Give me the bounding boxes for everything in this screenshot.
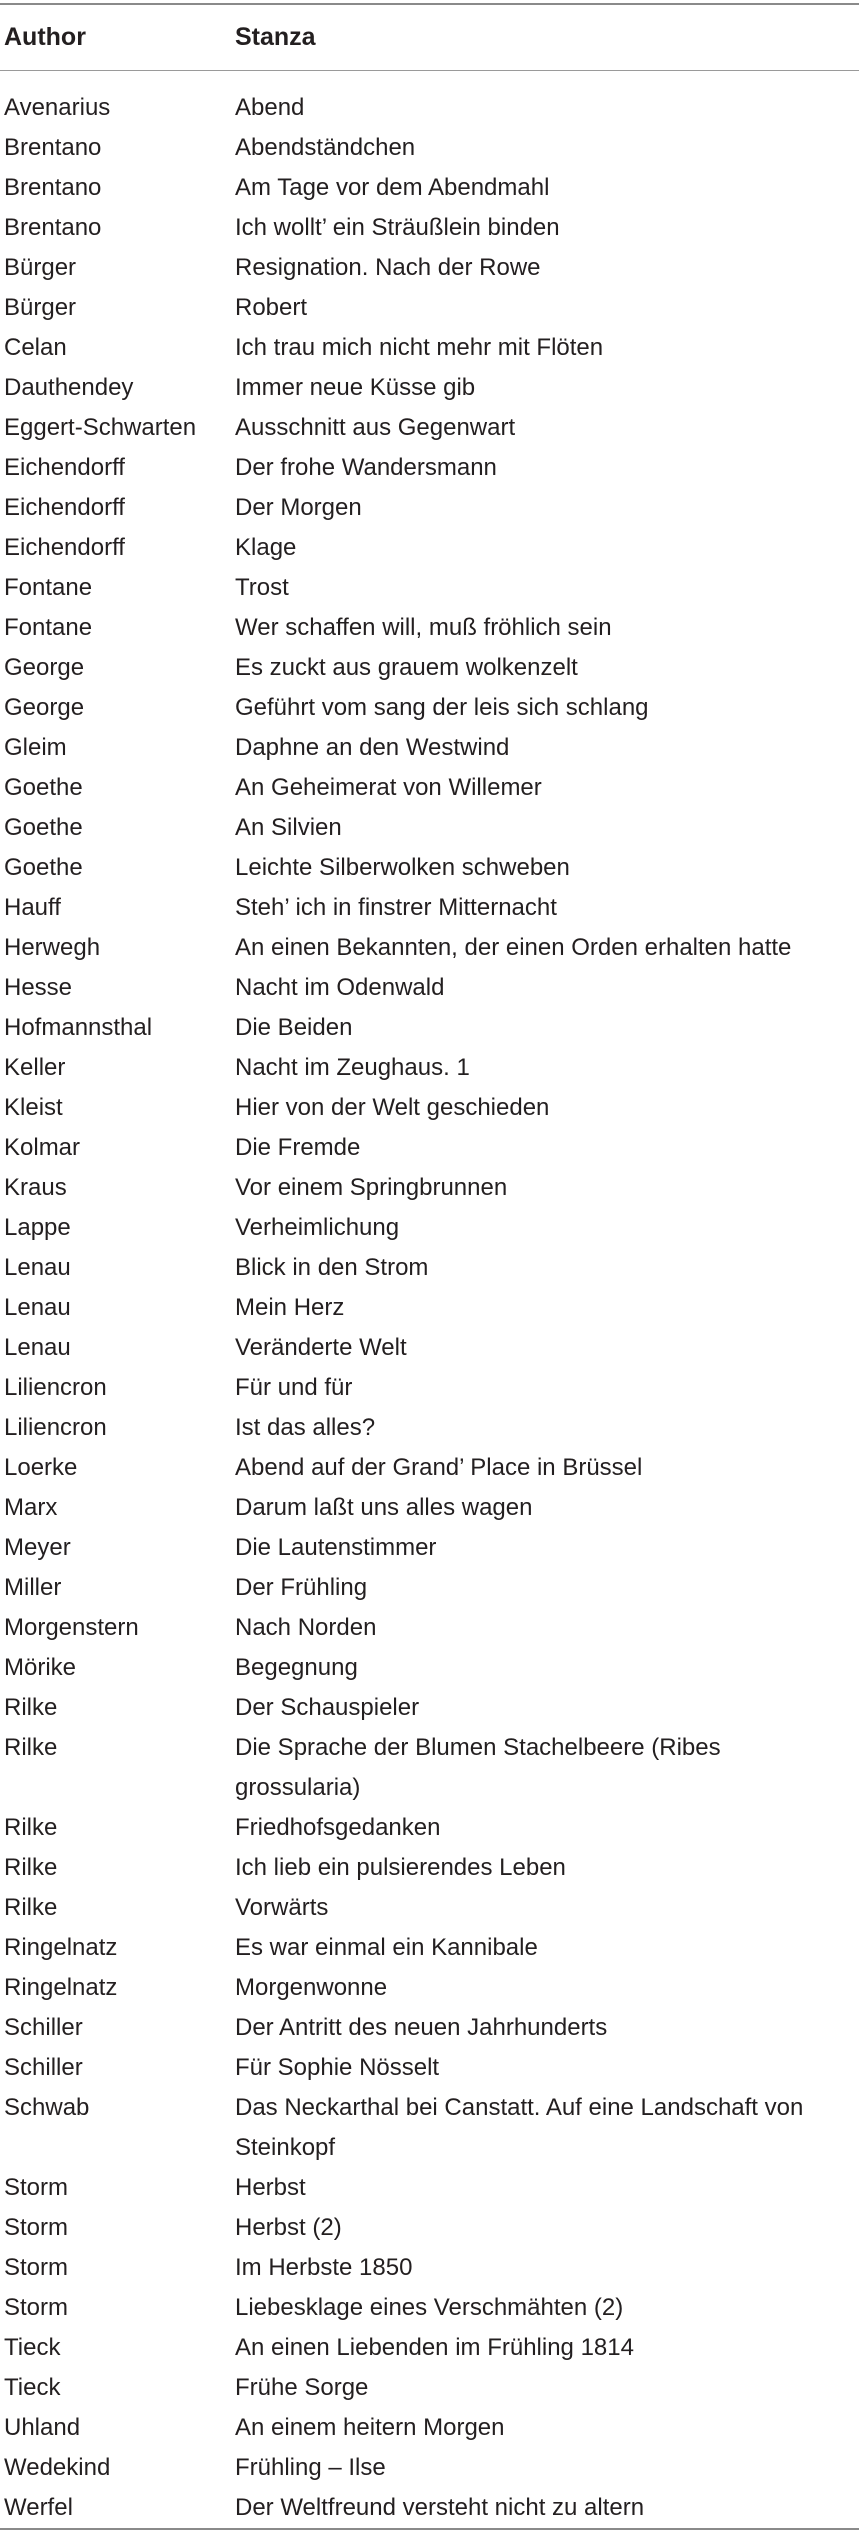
table-row [0,2448,859,2488]
author-cell: Lenau [4,1254,71,1281]
author-cell: Kraus [4,1174,67,1201]
table-row [0,128,859,168]
table-row [0,88,859,128]
stanza-cell: Nacht im Zeughaus. 1 [235,1054,470,1081]
stanza-cell: Wer schaffen will, muß fröhlich sein [235,614,612,641]
author-cell: Lenau [4,1334,71,1361]
stanza-cell: Darum laßt uns alles wagen [235,1494,533,1521]
stanza-cell: Frühling – Ilse [235,2454,386,2481]
author-cell: Brentano [4,134,102,161]
stanza-cell: Ich wollt’ ein Sträußlein binden [235,214,560,241]
table-row [0,2488,859,2528]
table-row [0,848,859,888]
table-row [0,1648,859,1688]
author-cell: Wedekind [4,2454,111,2481]
stanza-cell: Abendständchen [235,134,416,161]
table-row [0,2328,859,2368]
author-cell: Ringelnatz [4,1934,118,1961]
stanza-cell: Für Sophie Nösselt [235,2054,440,2081]
author-cell: Loerke [4,1454,78,1481]
stanza-cell: An Silvien [235,814,342,841]
table-row [0,408,859,448]
table-row [0,1528,859,1568]
author-cell: Herwegh [4,934,101,961]
author-cell: Schiller [4,2054,83,2081]
table-row [0,1008,859,1048]
stanza-cell: Begegnung [235,1654,358,1681]
author-cell: Fontane [4,614,93,641]
stanza-cell: Herbst [235,2174,306,2201]
stanza-cell: Das Neckarthal bei Canstatt. Auf eine Landschaft von Steinkopf [235,2094,804,2161]
stanza-cell: An einem heitern Morgen [235,2414,505,2441]
table-row [0,1488,859,1528]
stanza-cell: Blick in den Strom [235,1254,429,1281]
author-cell: Schwab [4,2094,90,2121]
author-cell: Goethe [4,854,83,881]
stanza-cell: Geführt vom sang der leis sich schlang [235,694,649,721]
table-row [0,688,859,728]
stanza-cell: Es war einmal ein Kannibale [235,1934,538,1961]
author-cell: Lenau [4,1294,71,1321]
stanza-cell: Frühe Sorge [235,2374,369,2401]
stanza-cell: Liebesklage eines Verschmähten (2) [235,2294,624,2321]
author-cell: Kleist [4,1094,63,1121]
stanza-cell: Immer neue Küsse gib [235,374,476,401]
table-row [0,1848,859,1888]
author-cell: Bürger [4,254,77,281]
author-cell: Liliencron [4,1374,107,1401]
author-cell: Hauff [4,894,61,921]
table-row [0,1568,859,1608]
stanza-cell: Ich lieb ein pulsierendes Leben [235,1854,566,1881]
author-cell: Liliencron [4,1414,107,1441]
stanza-cell: Abend auf der Grand’ Place in Brüssel [235,1454,643,1481]
author-cell: Eichendorff [4,454,125,481]
author-cell: Hofmannsthal [4,1014,153,1041]
stanza-cell: Vorwärts [235,1894,329,1921]
author-cell: Storm [4,2214,69,2241]
stanza-cell: Die Sprache der Blumen Stachelbeere (Ribes grossularia) [235,1734,721,1801]
table-row [0,328,859,368]
stanza-cell: Die Beiden [235,1014,353,1041]
author-cell: Tieck [4,2374,61,2401]
table-row [0,1448,859,1488]
stanza-cell: Abend [235,94,305,121]
author-cell: Marx [4,1494,58,1521]
author-cell: George [4,654,85,681]
author-cell: Gleim [4,734,67,761]
author-cell: Eichendorff [4,534,125,561]
author-cell: Brentano [4,174,102,201]
table-row [0,928,859,968]
author-cell: Goethe [4,814,83,841]
table-row [0,528,859,568]
author-cell: Miller [4,1574,62,1601]
stanza-cell: Nach Norden [235,1614,377,1641]
table-row [0,2208,859,2248]
table-row [0,1328,859,1368]
author-cell: Morgenstern [4,1614,139,1641]
table-body [0,71,859,2528]
author-cell: Brentano [4,214,102,241]
author-cell: Meyer [4,1534,71,1561]
author-cell: Uhland [4,2414,81,2441]
stanza-cell: Es zuckt aus grauem wolkenzelt [235,654,578,681]
author-cell: Lappe [4,1214,71,1241]
author-cell: Tieck [4,2334,61,2361]
stanza-column-header: Stanza [235,23,316,51]
table-row [0,1288,859,1328]
author-cell: Ringelnatz [4,1974,118,2001]
stanza-cell: Friedhofsgedanken [235,1814,441,1841]
table-row [0,888,859,928]
author-cell: Celan [4,334,67,361]
stanza-cell: Der Weltfreund versteht nicht zu altern [235,2494,645,2521]
author-cell: Goethe [4,774,83,801]
stanza-cell: Der Morgen [235,494,362,521]
author-cell: Storm [4,2294,69,2321]
stanza-cell: Der Schauspieler [235,1694,420,1721]
author-cell: Rilke [4,1814,58,1841]
table-row [0,1888,859,1928]
table-row [0,1048,859,1088]
table-row [0,1248,859,1288]
stanza-cell: Die Lautenstimmer [235,1534,437,1561]
stanza-cell: Mein Herz [235,1294,345,1321]
table-row [0,2248,859,2288]
table-row [0,488,859,528]
table-row [0,608,859,648]
stanza-cell: Steh’ ich in finstrer Mitternacht [235,894,557,921]
author-cell: Bürger [4,294,77,321]
author-cell: Rilke [4,1734,58,1761]
table-row [0,1608,859,1648]
table-row [0,1368,859,1408]
author-cell: Kolmar [4,1134,81,1161]
stanza-cell: Der Frühling [235,1574,368,1601]
author-cell: Rilke [4,1894,58,1921]
author-cell: Dauthendey [4,374,134,401]
author-cell: Fontane [4,574,93,601]
table-row [0,448,859,488]
stanza-cell: An Geheimerat von Willemer [235,774,542,801]
stanza-cell: Verheimlichung [235,1214,400,1241]
table-header-row [0,5,859,70]
table-row [0,568,859,608]
table-row [0,2008,859,2048]
stanza-cell: Herbst (2) [235,2214,342,2241]
table-row [0,168,859,208]
table-row [0,2048,859,2088]
author-cell: Rilke [4,1854,58,1881]
table-row [0,728,859,768]
stanza-cell: Leichte Silberwolken schweben [235,854,570,881]
table-row [0,1208,859,1248]
table-row [0,1128,859,1168]
stanza-cell: Ist das alles? [235,1414,376,1441]
table-row [0,808,859,848]
stanza-cell: Morgenwonne [235,1974,388,2001]
table-row [0,248,859,288]
table-row [0,1088,859,1128]
table-row [0,368,859,408]
stanza-cell: Im Herbste 1850 [235,2254,413,2281]
author-cell: Avenarius [4,94,111,121]
table-row [0,1688,859,1728]
author-cell: Eggert-Schwarten [4,414,197,441]
stanza-cell: Daphne an den Westwind [235,734,510,761]
author-cell: Rilke [4,1694,58,1721]
stanza-cell: Veränderte Welt [235,1334,407,1361]
stanza-cell: Klage [235,534,297,561]
table-row [0,2408,859,2448]
stanza-cell: An einen Bekannten, der einen Orden erhalten hatte [235,934,792,961]
table-row [0,968,859,1008]
stanza-cell: Die Fremde [235,1134,361,1161]
author-cell: Schiller [4,2014,83,2041]
author-cell: George [4,694,85,721]
table-row [0,1968,859,2008]
stanza-cell: Am Tage vor dem Abendmahl [235,174,550,201]
table-row [0,648,859,688]
stanza-cell: Hier von der Welt geschieden [235,1094,550,1121]
stanza-cell: Ich trau mich nicht mehr mit Flöten [235,334,604,361]
author-cell: Mörike [4,1654,77,1681]
table-row [0,1408,859,1448]
author-cell: Keller [4,1054,66,1081]
stanza-cell: An einen Liebenden im Frühling 1814 [235,2334,634,2361]
stanza-cell: Resignation. Nach der Rowe [235,254,541,281]
table-row [0,2368,859,2408]
table-row [0,208,859,248]
table-row [0,288,859,328]
table-row [0,1808,859,1848]
table-row [0,2288,859,2328]
table-row [0,768,859,808]
author-cell: Werfel [4,2494,73,2521]
stanza-cell: Vor einem Springbrunnen [235,1174,508,1201]
table-row [0,2168,859,2208]
author-column-header: Author [4,23,86,51]
table-row [0,1728,859,1808]
stanza-cell: Nacht im Odenwald [235,974,445,1001]
stanza-cell: Trost [235,574,289,601]
table-row [0,1928,859,1968]
table-row [0,2088,859,2168]
author-cell: Eichendorff [4,494,125,521]
stanza-cell: Robert [235,294,308,321]
table-row [0,1168,859,1208]
stanza-cell: Der frohe Wandersmann [235,454,497,481]
stanza-cell: Ausschnitt aus Gegenwart [235,414,516,441]
stanza-cell: Für und für [235,1374,353,1401]
author-cell: Storm [4,2254,69,2281]
stanza-cell: Der Antritt des neuen Jahrhunderts [235,2014,608,2041]
author-cell: Storm [4,2174,69,2201]
author-cell: Hesse [4,974,73,1001]
